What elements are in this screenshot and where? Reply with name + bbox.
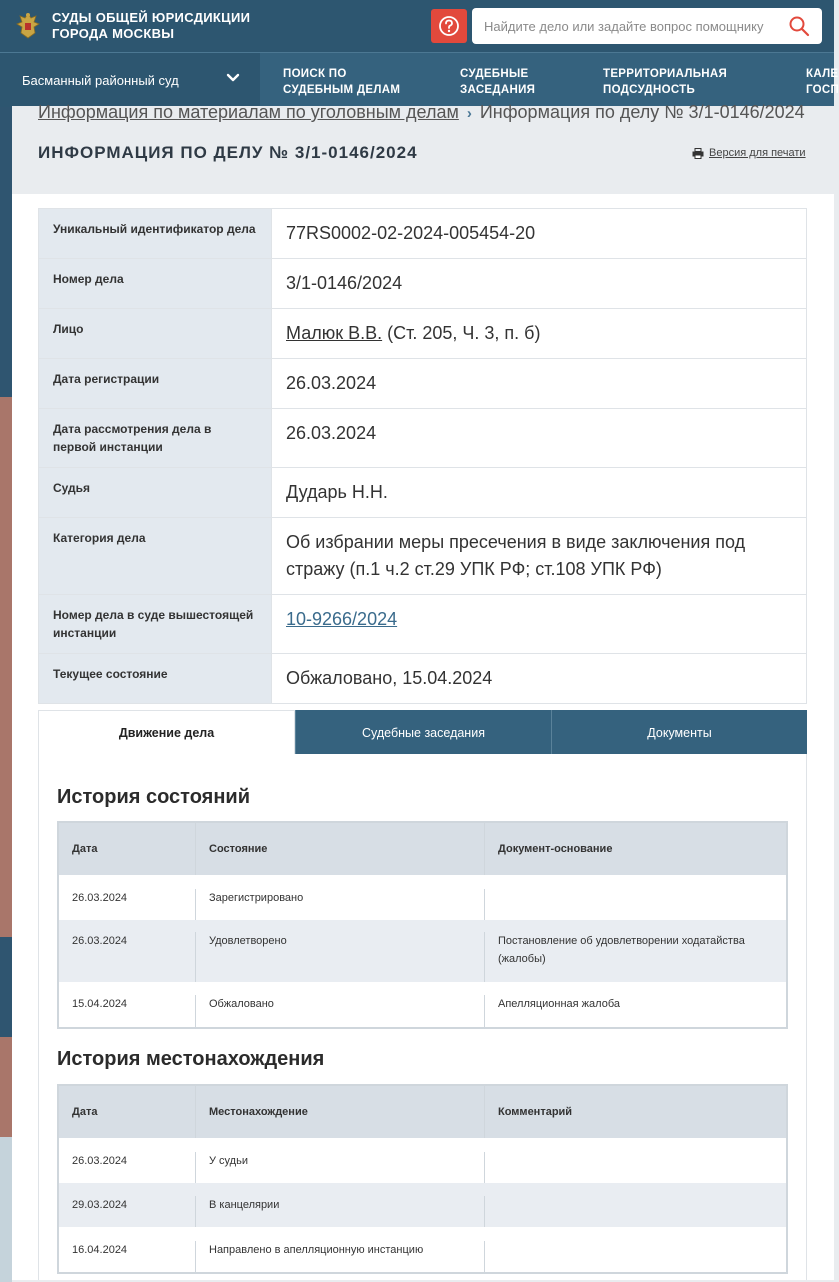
tab-court-sessions[interactable]: Судебные заседания [295, 710, 551, 755]
case-info-label: Уникальный идентификатор дела [39, 209, 271, 258]
case-info-label: Текущее состояние [39, 654, 271, 703]
case-info-value [271, 309, 806, 358]
column-header: Дата [59, 823, 196, 875]
breadcrumb-link[interactable]: Информация по материалам по уголовным делам [38, 102, 459, 122]
table-row [59, 1138, 786, 1183]
case-info-value: 3/1-0146/2024 [271, 259, 806, 308]
case-info-value: Об избрании меры пресечения в виде заключения под стражу (п.1 ч.2 ст.29 УПК РФ; ст.108 УПК РФ) [271, 518, 806, 594]
case-info-value: Обжаловано, 15.04.2024 [271, 654, 806, 703]
case-info-label: Дата рассмотрения дела в первой инстанции [39, 409, 271, 467]
table-cell: Зарегистрировано [196, 889, 485, 920]
search-icon [788, 15, 810, 37]
case-info-row [39, 595, 806, 654]
court-select-label: Басманный районный суд [22, 72, 179, 88]
side-decoration [0, 52, 12, 1280]
table-cell: 16.04.2024 [59, 1241, 196, 1272]
case-info-value: Дударь Н.Н. [271, 468, 806, 517]
case-info-row [39, 654, 806, 703]
case-info-label: Судья [39, 468, 271, 517]
print-version-label: Версия для печати [709, 147, 806, 159]
case-tabs [38, 710, 807, 755]
table-cell [485, 889, 786, 920]
person-article: (Ст. 205, Ч. 3, п. б) [382, 323, 541, 343]
status-history-title: История состояний [57, 786, 251, 808]
chevron-down-icon [226, 73, 240, 83]
column-header: Дата [59, 1086, 196, 1138]
search-button[interactable] [784, 11, 814, 41]
coat-of-arms-icon[interactable] [14, 10, 42, 42]
case-info-row [39, 359, 806, 409]
table-cell: 29.03.2024 [59, 1196, 196, 1227]
breadcrumb-current: Информация по делу № 3/1-0146/2024 [479, 102, 805, 122]
table-row [59, 1227, 786, 1272]
status-history-table [57, 821, 788, 1029]
column-header: Состояние [196, 823, 485, 875]
help-button[interactable] [431, 9, 467, 43]
case-info-row [39, 209, 806, 259]
column-header: Комментарий [498, 1106, 573, 1118]
court-select[interactable] [0, 53, 260, 107]
case-info-label: Категория дела [39, 518, 271, 594]
case-info-label: Номер дела в суде вышестоящей инстанции [39, 595, 271, 653]
location-history-title: История местонахождения [57, 1048, 325, 1070]
nav-calendar[interactable]: КАЛЕ ГОСП [806, 68, 839, 96]
person-link[interactable]: Малюк В.В. [286, 323, 383, 343]
table-row [59, 982, 786, 1027]
table-cell: 26.03.2024 [59, 1152, 196, 1183]
column-header: Местонахождение [196, 1086, 485, 1138]
appeal-case-link[interactable]: 10-9266/2024 [286, 609, 398, 629]
site-header [0, 0, 834, 52]
breadcrumb-separator: › [466, 105, 472, 122]
nav-court-sessions[interactable]: СУДЕБНЫЕ ЗАСЕДАНИЯ [460, 68, 536, 96]
tab-documents[interactable]: Документы [551, 710, 807, 755]
search-box [472, 8, 822, 44]
case-info-table [38, 208, 807, 704]
case-info-label: Дата регистрации [39, 359, 271, 408]
column-header: Документ-основание [498, 843, 613, 855]
table-cell: Обжаловано [196, 995, 485, 1027]
case-info-label: Лицо [39, 309, 271, 358]
table-cell: 15.04.2024 [59, 995, 196, 1027]
table-header [59, 823, 786, 875]
nav-case-search[interactable]: ПОИСК ПО СУДЕБНЫМ ДЕЛАМ [283, 68, 401, 96]
case-info-row [39, 518, 806, 595]
table-cell: Удовлетворено [196, 932, 485, 982]
table-cell: Направлено в апелляционную инстанцию [196, 1241, 485, 1272]
table-cell: Постановление об удовлетворении ходатайства (жалобы) [498, 935, 745, 965]
table-cell: 26.03.2024 [59, 889, 196, 920]
print-version-link[interactable] [692, 147, 806, 159]
page-header [12, 102, 834, 194]
tab-case-movement[interactable]: Движение дела [38, 710, 295, 755]
page-title: ИНФОРМАЦИЯ ПО ДЕЛУ № 3/1-0146/2024 [38, 143, 418, 162]
printer-icon [692, 148, 704, 159]
question-icon [438, 15, 460, 37]
case-info-row [39, 259, 806, 309]
table-row [59, 920, 786, 982]
table-header [59, 1086, 786, 1138]
table-cell: У судьи [196, 1152, 485, 1183]
table-cell [485, 1241, 786, 1272]
table-row [59, 1183, 786, 1227]
case-info-row [39, 409, 806, 468]
case-info-row [39, 468, 806, 518]
case-info-value: 26.03.2024 [271, 409, 806, 467]
table-row [59, 875, 786, 920]
case-info-row [39, 309, 806, 359]
case-info-value [271, 595, 806, 653]
search-input[interactable] [484, 9, 784, 43]
table-cell: 26.03.2024 [59, 932, 196, 982]
nav-territorial-jurisdiction[interactable]: ТЕРРИТОРИАЛЬНАЯ ПОДСУДНОСТЬ [603, 68, 728, 96]
site-title[interactable]: СУДЫ ОБЩЕЙ ЮРИСДИКЦИИ ГОРОДА МОСКВЫ [52, 10, 251, 41]
table-cell [485, 1152, 786, 1183]
main-nav [0, 52, 839, 106]
table-cell [485, 1196, 786, 1227]
table-cell: Апелляционная жалоба [498, 998, 620, 1010]
breadcrumb [38, 102, 805, 123]
case-info-value: 26.03.2024 [271, 359, 806, 408]
table-cell: В канцелярии [196, 1196, 485, 1227]
case-info-value: 77RS0002-02-2024-005454-20 [271, 209, 806, 258]
case-info-label: Номер дела [39, 259, 271, 308]
location-history-table [57, 1084, 788, 1274]
